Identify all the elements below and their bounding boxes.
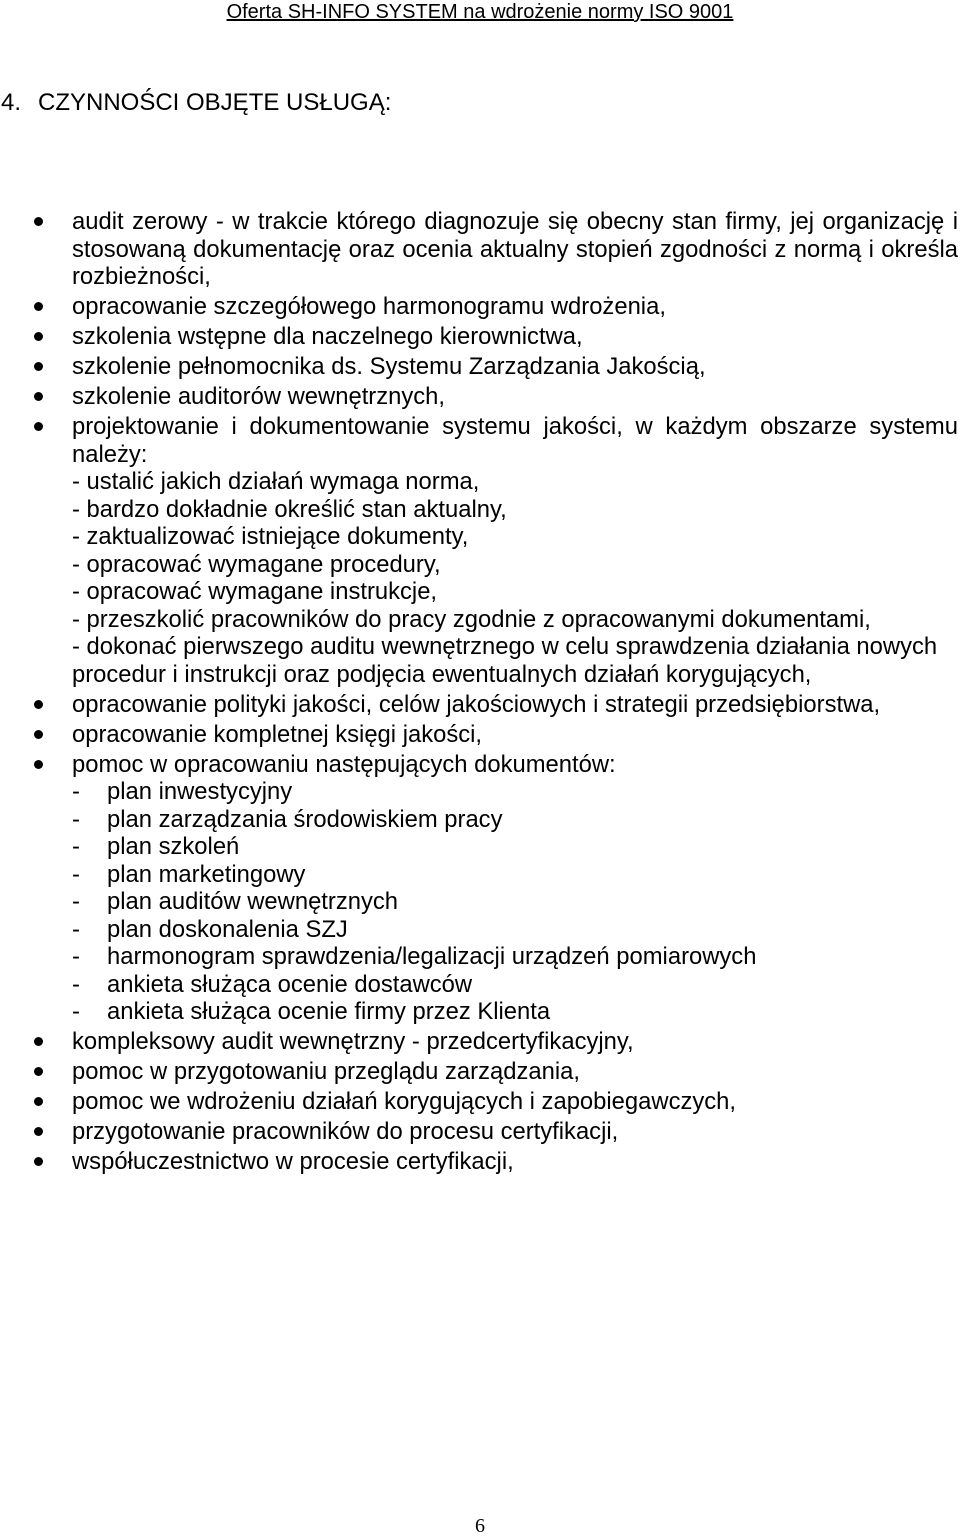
bullet-icon bbox=[34, 730, 43, 739]
document-name: plan szkoleń bbox=[107, 833, 240, 860]
dash-marker: - bbox=[72, 805, 80, 833]
list-item bbox=[0, 208, 960, 291]
bullet-icon bbox=[34, 302, 43, 311]
list-item-line: należy: bbox=[72, 440, 148, 468]
document-list-item bbox=[72, 943, 958, 971]
list-item bbox=[0, 1088, 960, 1116]
list-item-line: audit zerowy - w trakcie którego diagnozuje się obecny stan firmy, jej organizację i bbox=[72, 208, 958, 235]
sub-step-line: - bardzo dokładnie określić stan aktualny, bbox=[72, 495, 507, 523]
document-list-item bbox=[72, 861, 958, 889]
list-item bbox=[0, 293, 960, 321]
bullet-icon bbox=[34, 760, 43, 769]
sub-step-line: - zaktualizować istniejące dokumenty, bbox=[72, 523, 469, 550]
sub-step-line: - opracować wymagane instrukcje, bbox=[72, 578, 438, 605]
document-list-item bbox=[72, 806, 958, 834]
list-item-line: opracowanie szczegółowego harmonogramu wdrożenia, bbox=[72, 293, 666, 320]
list-item-line: projektowanie i dokumentowanie systemu jakości, w każdym obszarze systemu bbox=[72, 413, 958, 440]
list-item-line: przygotowanie pracowników do procesu certyfikacji, bbox=[72, 1118, 619, 1145]
bullet-icon bbox=[34, 422, 43, 431]
document-name: plan marketingowy bbox=[107, 860, 306, 888]
sub-step-line: procedur i instrukcji oraz podjęcia ewentualnych działań korygujących, bbox=[72, 660, 812, 688]
list-item bbox=[0, 323, 960, 351]
document-list-item bbox=[72, 998, 958, 1026]
bullet-icon bbox=[34, 1097, 43, 1106]
page-header: Oferta SH-INFO SYSTEM na wdrożenie normy ISO 9001 bbox=[226, 1, 734, 23]
bullet-icon bbox=[34, 332, 43, 341]
list-item-line: współuczestnictwo w procesie certyfikacji, bbox=[72, 1148, 514, 1175]
bullet-icon bbox=[34, 362, 43, 371]
list-item-line: pomoc we wdrożeniu działań korygujących i zapobiegawczych, bbox=[72, 1088, 737, 1115]
document-name: plan doskonalenia SZJ bbox=[107, 915, 348, 943]
list-item bbox=[0, 383, 960, 411]
bullet-icon bbox=[34, 1037, 43, 1046]
dash-marker: - bbox=[72, 888, 80, 915]
list-item bbox=[0, 1118, 960, 1146]
section-title: CZYNNOŚCI OBJĘTE USŁUGĄ: bbox=[38, 89, 392, 116]
sub-step-line: - przeszkolić pracowników do pracy zgodnie z opracowanymi dokumentami, bbox=[72, 605, 871, 633]
document-name: ankieta służąca ocenie dostawców bbox=[107, 970, 473, 998]
dash-marker: - bbox=[72, 778, 80, 805]
services-list bbox=[0, 208, 960, 1178]
document-list-item bbox=[72, 971, 958, 999]
document-name: harmonogram sprawdzenia/legalizacji urządzeń pomiarowych bbox=[107, 943, 757, 970]
document-name: plan auditów wewnętrznych bbox=[107, 888, 399, 915]
list-item-line: pomoc w opracowaniu następujących dokumentów: bbox=[72, 750, 616, 778]
list-item-line: szkolenie auditorów wewnętrznych, bbox=[72, 383, 445, 410]
document-list-item bbox=[72, 778, 958, 806]
list-item-line: szkolenie pełnomocnika ds. Systemu Zarządzania Jakością, bbox=[72, 353, 706, 380]
bullet-icon bbox=[34, 392, 43, 401]
list-item bbox=[0, 721, 960, 749]
dash-marker: - bbox=[72, 860, 80, 888]
list-item bbox=[0, 353, 960, 381]
document-list-item bbox=[72, 888, 958, 916]
list-item bbox=[0, 413, 960, 688]
sub-step-line: - ustalić jakich działań wymaga norma, bbox=[72, 468, 480, 495]
list-item-line: kompleksowy audit wewnętrzny - przedcertyfikacyjny, bbox=[72, 1028, 634, 1055]
dash-marker: - bbox=[72, 970, 80, 998]
dash-marker: - bbox=[72, 943, 80, 970]
bullet-icon bbox=[34, 1157, 43, 1166]
document-list-item bbox=[72, 916, 958, 944]
sub-step-line: - opracować wymagane procedury, bbox=[72, 550, 441, 578]
page-number: 6 bbox=[475, 1515, 485, 1537]
dash-marker: - bbox=[72, 915, 80, 943]
list-item-line: pomoc w przygotowaniu przeglądu zarządzania, bbox=[72, 1058, 580, 1085]
sub-step-line: - dokonać pierwszego auditu wewnętrznego w celu sprawdzenia działania nowych bbox=[72, 633, 938, 660]
list-item-line: stosowaną dokumentację oraz ocenia aktualny stopień zgodności z normą i określa bbox=[72, 235, 958, 263]
list-item-line: opracowanie kompletnej księgi jakości, bbox=[72, 720, 483, 748]
section-heading bbox=[0, 89, 960, 117]
document-name: plan inwestycyjny bbox=[107, 778, 293, 805]
list-item-line: szkolenia wstępne dla naczelnego kierownictwa, bbox=[72, 323, 583, 350]
dash-marker: - bbox=[72, 998, 80, 1025]
list-item bbox=[0, 1028, 960, 1056]
document-name: plan zarządzania środowiskiem pracy bbox=[107, 805, 503, 833]
bullet-icon bbox=[34, 1127, 43, 1136]
dash-marker: - bbox=[72, 833, 80, 860]
list-item bbox=[0, 1148, 960, 1176]
document-name: ankieta służąca ocenie firmy przez Klienta bbox=[107, 998, 551, 1025]
bullet-icon bbox=[34, 1067, 43, 1076]
section-number: 4. bbox=[1, 89, 22, 116]
list-item-line: opracowanie polityki jakości, celów jakościowych i strategii przedsiębiorstwa, bbox=[72, 690, 881, 718]
bullet-icon bbox=[34, 700, 43, 709]
list-item-line: rozbieżności, bbox=[72, 263, 211, 290]
list-item bbox=[0, 751, 960, 1026]
document-list-item bbox=[72, 833, 958, 861]
list-item bbox=[0, 691, 960, 719]
list-item bbox=[0, 1058, 960, 1086]
bullet-icon bbox=[34, 217, 43, 226]
